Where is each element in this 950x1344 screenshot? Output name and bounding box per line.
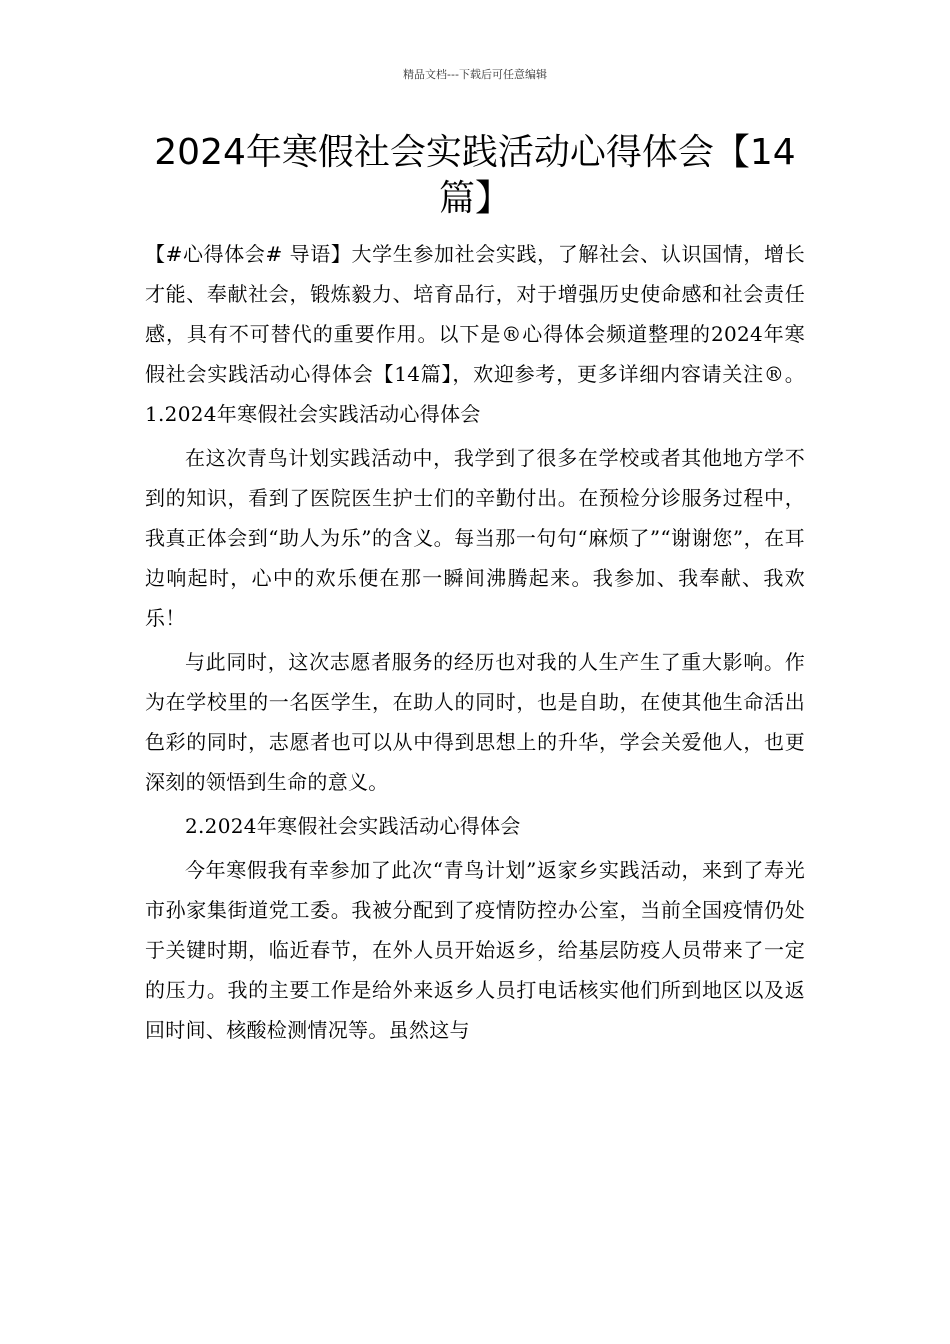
- section-heading: 2.2024年寒假社会实践活动心得体会: [185, 814, 521, 838]
- header-note: 精品文档---下载后可任意编辑: [403, 68, 547, 81]
- body-paragraph: 在这次青鸟计划实践活动中，我学到了很多在学校或者其他地方学不到的知识，看到了医院医生护士们的辛勤付出。在预检分诊服务过程中，我真正体会到“助人为乐”的含义。每当那一句句“麻烦了”“谢谢您”，在耳边响起时，心中的欢乐便在那一瞬间沸腾起来。我参加、我奉献、我欢乐！: [145, 446, 805, 630]
- body-paragraph: 今年寒假我有幸参加了此次“青鸟计划”返家乡实践活动，来到了寿光市孙家集街道党工委。我被分配到了疫情防控办公室，当前全国疫情仍处于关键时期，临近春节，在外人员开始返乡，给基层防疫人员带来了一定的压力。我的主要工作是给外来返乡人员打电话核实他们所到地区以及返回时间、核酸检测情况等。虽然这与: [145, 858, 805, 1042]
- intro-paragraph: 【#心得体会# 导语】大学生参加社会实践，了解社会、认识国情，增长才能、奉献社会，锻炼毅力、培育品行，对于增强历史使命感和社会责任感，具有不可替代的重要作用。以下是®心得体会频道整理的2024年寒假社会实践活动心得体会【14篇】，欢迎参考，更多详细内容请关注®。1.2024年寒假社会实践活动心得体会: [145, 242, 805, 426]
- body-paragraph: 与此同时，这次志愿者服务的经历也对我的人生产生了重大影响。作为在学校里的一名医学生，在助人的同时，也是自助，在使其他生命活出色彩的同时，志愿者也可以从中得到思想上的升华，学会关爱他人，也更深刻的领悟到生命的意义。: [145, 650, 805, 794]
- document-title: 2024年寒假社会实践活动心得体会【14篇】: [154, 132, 796, 219]
- document-body: [145, 234, 805, 1054]
